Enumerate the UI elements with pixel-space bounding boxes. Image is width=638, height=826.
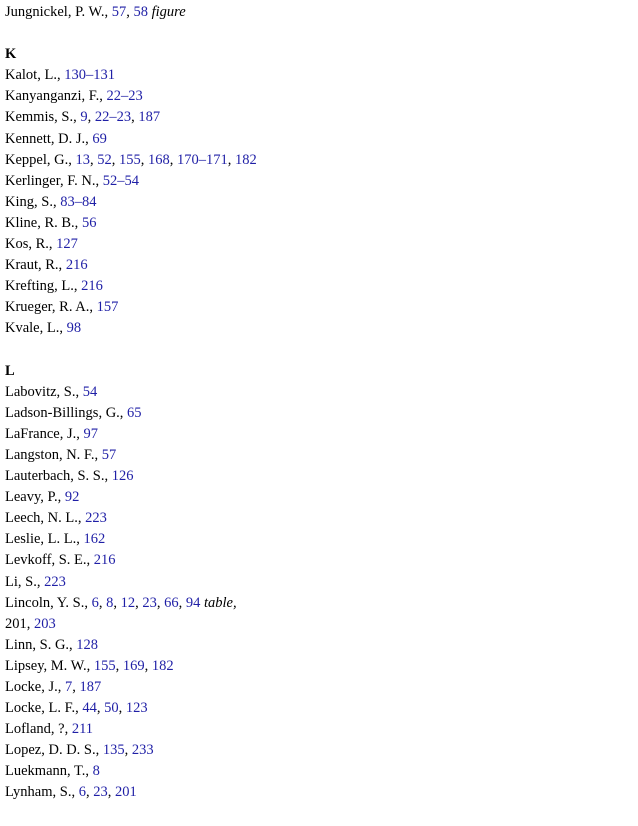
page-link[interactable]: 155 — [93, 657, 116, 674]
separator: , — [96, 700, 105, 717]
entry-name: Lauterbach, S. S., — [5, 468, 109, 485]
separator: , — [156, 594, 165, 611]
page-link[interactable]: 8 — [92, 763, 100, 780]
entry-name: Kalot, L., — [5, 67, 61, 84]
page-link[interactable]: 57 — [101, 446, 117, 463]
separator: , — [115, 657, 123, 674]
separator: , — [107, 784, 115, 801]
entry-note: figure — [148, 4, 186, 20]
index-entry — [5, 213, 630, 234]
entry-name: Labovitz, S., — [5, 383, 80, 400]
section-letter-l: L — [5, 362, 15, 379]
index-entry — [5, 782, 630, 803]
page-link[interactable]: 66 — [164, 594, 179, 611]
entry-name: LaFrance, J., — [5, 425, 80, 442]
page-link[interactable]: 50 — [104, 700, 119, 717]
index-entry — [5, 572, 630, 593]
page-link[interactable]: 22–23 — [94, 109, 132, 126]
page-link[interactable]: 23 — [142, 594, 157, 611]
entry-name: Leavy, P., — [5, 489, 62, 506]
entry-name: Kerlinger, F. N., — [5, 172, 100, 189]
entry-name: Kvale, L., — [5, 320, 63, 337]
page-link[interactable]: 22–23 — [106, 88, 143, 105]
index-entry — [5, 719, 630, 740]
entry-name: Krueger, R. A., — [5, 299, 94, 316]
separator: , — [144, 657, 152, 674]
section-letter-k: K — [5, 46, 17, 63]
index-entry — [5, 255, 630, 276]
page-link[interactable]: 92 — [64, 489, 80, 506]
entry-name: King, S., — [5, 193, 57, 210]
index-entry — [5, 171, 630, 192]
entry-name: Leslie, L. L., — [5, 531, 80, 548]
page-link[interactable]: 83–84 — [60, 193, 97, 210]
page-link[interactable]: 123 — [125, 700, 148, 717]
separator: , — [111, 151, 119, 168]
separator: , — [87, 109, 95, 126]
index-entry — [5, 424, 630, 445]
index-entry — [5, 86, 630, 107]
index-entry — [5, 508, 630, 529]
page-link[interactable]: 216 — [93, 552, 116, 569]
page-link[interactable]: 56 — [81, 214, 97, 231]
separator: , — [227, 151, 235, 168]
index-entry — [5, 382, 630, 403]
page-link[interactable]: 216 — [65, 257, 88, 274]
index-entry — [5, 65, 630, 86]
index-entry — [5, 150, 630, 171]
index-entry — [5, 761, 630, 782]
page-link[interactable]: 54 — [82, 383, 98, 400]
index-entry — [5, 276, 630, 297]
entry-name: Kanyanganzi, F., — [5, 88, 103, 105]
page-link[interactable]: 170–171 — [176, 151, 228, 168]
entry-name: Lipsey, M. W., — [5, 657, 91, 674]
entry-note: table, — [200, 594, 237, 611]
page-link[interactable]: 162 — [83, 531, 106, 548]
page-link[interactable]: 126 — [111, 468, 134, 485]
index-entry — [5, 192, 630, 213]
page-link[interactable]: 97 — [83, 425, 99, 442]
author-index — [5, 2, 630, 804]
index-entry — [5, 614, 630, 635]
page-link[interactable]: 52–54 — [102, 172, 139, 189]
page-link[interactable]: 52 — [97, 151, 112, 168]
page-link[interactable]: 23 — [93, 784, 108, 801]
separator: , — [126, 4, 134, 20]
separator: , — [135, 594, 143, 611]
entry-name: Kemmis, S., — [5, 109, 77, 126]
page-link[interactable]: 44 — [82, 700, 97, 717]
entry-name: Langston, N. F., — [5, 446, 99, 463]
page-link[interactable]: 130–131 — [64, 67, 115, 84]
page-link[interactable]: 128 — [76, 636, 99, 653]
index-entry — [5, 635, 630, 656]
index-entry — [5, 318, 630, 339]
entry-name: Levkoff, S. E., — [5, 552, 91, 569]
index-entry — [5, 107, 630, 128]
entry-name: Jungnickel, P. W., — [5, 4, 109, 20]
index-entry — [5, 466, 630, 487]
page-link[interactable]: 233 — [131, 742, 154, 759]
page-link[interactable]: 13 — [75, 151, 90, 168]
entry-name: Keppel, G., — [5, 151, 72, 168]
entry-name: Linn, S. G., — [5, 636, 73, 653]
index-entry — [5, 740, 630, 761]
entry-name: Kos, R., — [5, 236, 53, 253]
separator: , — [140, 151, 148, 168]
page-link[interactable]: 12 — [120, 594, 136, 611]
entry-name: Lofland, ?, — [5, 721, 69, 738]
separator: , — [98, 594, 107, 611]
page-link[interactable]: 8 — [106, 594, 114, 611]
page-link[interactable]: 58 — [133, 4, 148, 20]
index-entry — [5, 529, 630, 550]
page-link[interactable]: 127 — [56, 236, 78, 253]
separator: , — [131, 109, 139, 126]
page-link[interactable]: 135 — [102, 742, 125, 759]
page-link[interactable]: 201 — [114, 784, 137, 801]
index-entry — [5, 593, 630, 614]
separator: , — [113, 594, 121, 611]
entry-name: Locke, L. F., — [5, 700, 79, 717]
index-entry — [5, 550, 630, 571]
index-entry — [5, 487, 630, 508]
index-entry — [5, 403, 630, 424]
index-entry — [5, 234, 630, 255]
page-link[interactable]: 9 — [80, 109, 88, 126]
page-link[interactable]: 216 — [81, 278, 103, 295]
page-link[interactable]: 182 — [151, 657, 174, 674]
index-entry — [5, 445, 630, 466]
entry-name: Kraut, R., — [5, 257, 63, 274]
page-link[interactable]: 169 — [122, 657, 145, 674]
page-link[interactable]: 6 — [78, 784, 86, 801]
separator: , — [124, 742, 132, 759]
entry-name: Kline, R. B., — [5, 214, 79, 231]
separator: , — [85, 784, 94, 801]
page-link[interactable]: 94 — [185, 594, 201, 611]
page-link[interactable]: 7 — [65, 679, 73, 695]
index-entry — [5, 698, 630, 719]
page-link[interactable]: 187 — [138, 109, 161, 126]
page-link[interactable]: 65 — [127, 404, 142, 421]
page-link[interactable]: 155 — [118, 151, 141, 168]
page-link[interactable]: 57 — [111, 4, 127, 20]
entry-name: Luekmann, T., — [5, 763, 90, 780]
entry-name: Leech, N. L., — [5, 510, 82, 527]
page-link[interactable]: 98 — [66, 320, 82, 337]
index-entry — [5, 656, 630, 677]
entry-name: Lynham, S., — [5, 784, 76, 801]
entry-name: Kennett, D. J., — [5, 130, 89, 147]
page-link[interactable]: 187 — [79, 679, 102, 695]
index-entry — [5, 2, 630, 23]
page-link[interactable]: 223 — [85, 510, 107, 527]
page-link[interactable]: 211 — [71, 721, 94, 738]
page-link[interactable]: 203 — [34, 615, 56, 632]
index-entry — [5, 677, 630, 698]
entry-name: Ladson-Billings, G., — [5, 404, 124, 421]
page-link[interactable]: 157 — [96, 299, 119, 316]
entry-name: Lincoln, Y. S., — [5, 594, 88, 611]
separator: , — [89, 151, 98, 168]
page-link[interactable]: 69 — [92, 130, 107, 147]
entry-name: Locke, J., — [5, 679, 62, 695]
entry-name: Lopez, D. D. S., — [5, 742, 100, 759]
page-link[interactable]: 182 — [234, 151, 257, 168]
entry-name: 201, — [5, 615, 31, 632]
entry-name: Li, S., — [5, 573, 41, 590]
index-entry — [5, 297, 630, 318]
page-link[interactable]: 223 — [44, 573, 66, 590]
page-link[interactable]: 6 — [91, 594, 99, 611]
index-entry — [5, 129, 630, 150]
separator: , — [169, 151, 177, 168]
separator: , — [118, 700, 126, 717]
page-link[interactable]: 168 — [147, 151, 170, 168]
separator: , — [72, 679, 80, 695]
separator: , — [178, 594, 186, 611]
entry-name: Krefting, L., — [5, 278, 78, 295]
